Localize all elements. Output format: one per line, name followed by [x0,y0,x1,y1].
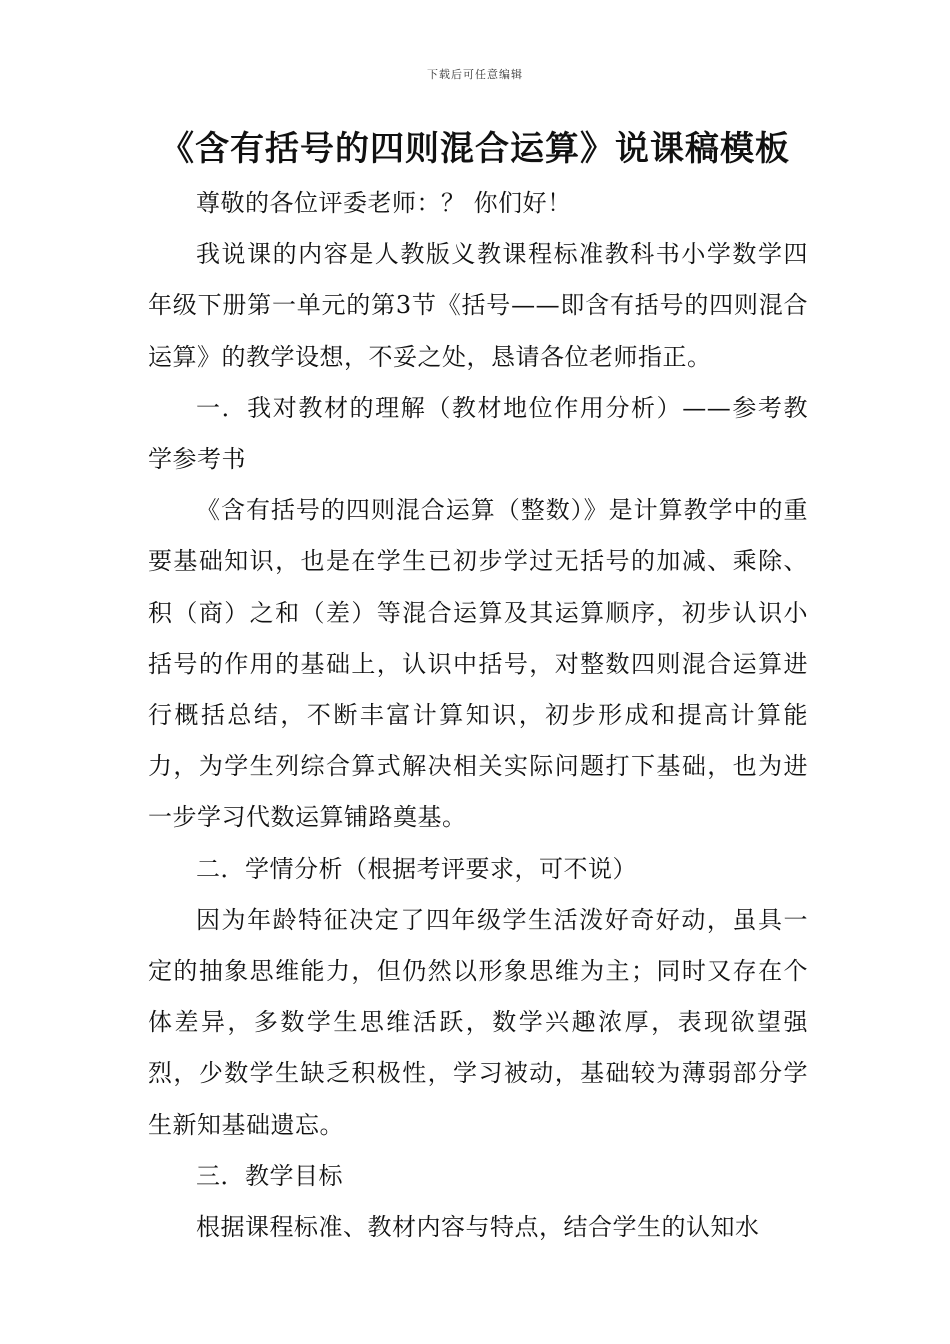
document-body [148,178,808,1253]
paragraph-intro: 我说课的内容是人教版义教课程标准教科书小学数学四年级下册第一单元的第3节《括号——即含有括号的四则混合运算》的教学设想，不妥之处，恳请各位老师指正。 [148,240,808,371]
page-title: 《含有括号的四则混合运算》说课稿模板 [160,129,790,169]
header-note: 下载后可任意编辑 [427,68,523,81]
paragraph-greeting: 尊敬的各位评委老师：？ 你们好！ [196,189,572,217]
section-heading-2: 二．学情分析（根据考评要求，可不说） [196,854,637,883]
paragraph-student-analysis: 因为年龄特征决定了四年级学生活泼好奇好动，虽具一定的抽象思维能力，但仍然以形象思维为主；同时又存在个体差异，多数学生思维活跃，数学兴趣浓厚，表现欲望强烈，少数学生缺乏积极性，学习被动，基础较为薄弱部分学生新知基础遗忘。 [148,905,808,1139]
section-heading-3: 三．教学目标 [196,1161,343,1190]
paragraph-textbook-analysis: 《含有括号的四则混合运算（整数）》是计算教学中的重要基础知识，也是在学生已初步学过无括号的加减、乘除、积（商）之和（差）等混合运算及其运算顺序，初步认识小括号的作用的基础上，认识中括号，对整数四则混合运算进行概括总结，不断丰富计算知识，初步形成和提高计算能力，为学生列综合算式解决相关实际问题打下基础，也为进一步学习代数运算铺路奠基。 [148,496,808,832]
paragraph-objectives: 根据课程标准、教材内容与特点，结合学生的认知水 [196,1213,760,1242]
section-heading-1: 一．我对教材的理解（教材地位作用分析）——参考教学参考书 [148,393,808,474]
